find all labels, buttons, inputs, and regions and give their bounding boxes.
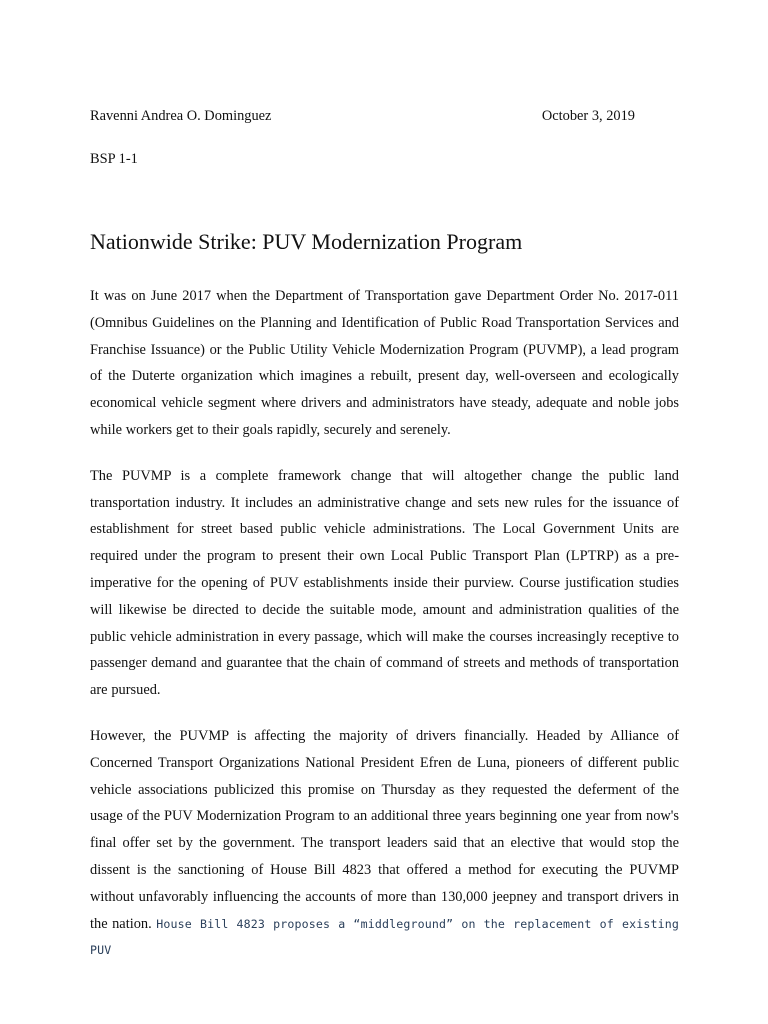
document-body — [90, 283, 679, 964]
author-name: Ravenni Andrea O. Dominguez — [90, 108, 272, 124]
document-title: Nationwide Strike: PUV Modernization Program — [90, 229, 523, 254]
paragraph-3-tail: House Bill 4823 proposes a “middleground” on the replacement of existing PUV — [90, 916, 679, 958]
paragraph-1: It was on June 2017 when the Department of Transportation gave Department Order No. 2017-011 (Omnibus Guidelines on the Planning and Identification of Public Road Transportation Services and Franchise Issuance) or the Public Utility Vehicle Modernization Program (PUVMP), a lead program of the Duterte organization which imagines a rebuilt, present day, well-overseen and ecologically economical vehicle segment where drivers and administrators have steady, adequate and noble jobs while workers get to their goals rapidly, securely and serenely. — [90, 288, 679, 438]
document-date: October 3, 2019 — [541, 108, 635, 124]
class-section: BSP 1-1 — [90, 151, 138, 167]
paragraph-2: The PUVMP is a complete framework change that will altogether change the public land transportation industry. It includes an administrative change and sets new rules for the issuance of establishment for street based public vehicle administrations. The Local Government Units are required under the program to present their own Local Public Transport Plan (LPTRP) as a pre-imperative for the opening of PUV establishments inside their purview. Course justification studies will likewise be directed to decide the suitable mode, amount and administration qualities of the public vehicle administration in every passage, which will make the courses increasingly receptive to passenger demand and guarantee that the chain of command of streets and methods of transportation are pursued. — [90, 467, 679, 699]
paragraph-3-text: However, the PUVMP is affecting the majority of drivers financially. Headed by Alliance of Concerned Transport Organizations National President Efren de Luna, pioneers of different public vehicle associations publicized this promise on Thursday as they requested the deferment of the usage of the PUV Modernization Program to an additional three years beginning one year from now's final offer set by the government. The transport leaders said that an elective that would stop the dissent is the sanctioning of House Bill 4823 that offered a method for executing the PUVMP without unfavorably influencing the accounts of more than 130,000 jeepney and transport drivers in the nation. — [90, 727, 679, 932]
paragraph-3 — [90, 723, 679, 964]
